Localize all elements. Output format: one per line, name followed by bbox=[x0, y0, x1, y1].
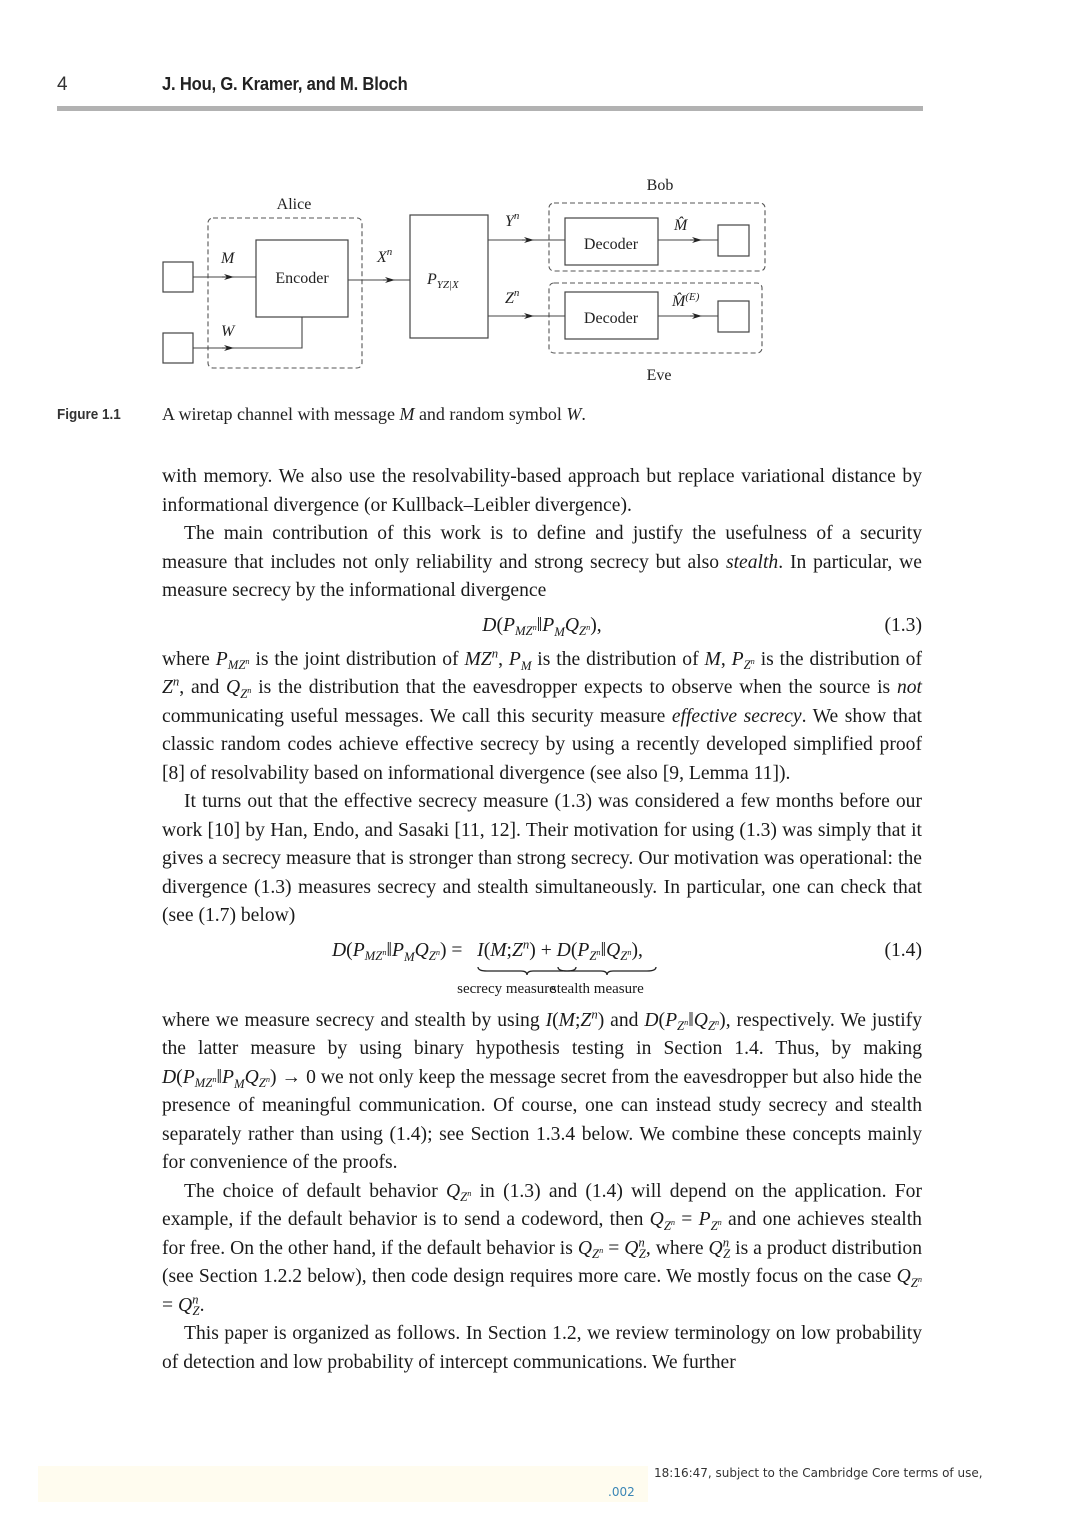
footer-terms-text: 18:16:47, subject to the Cambridge Core terms of use, bbox=[654, 1466, 983, 1480]
wiretap-channel-figure bbox=[150, 165, 790, 390]
equation-1-4-body: $D(P_{MZ^n}‖P_MQ_{Z^n})$ = $I(M;Z^n)$ secrecy measure + $D(P_{Z^n}‖Q_{Z^n})$ stealth measure , bbox=[332, 937, 643, 966]
text-span: where we measure secrecy and stealth by using bbox=[162, 1009, 546, 1031]
text-span: is the distribution of bbox=[754, 648, 923, 670]
stealth-term: $D(P_{Z^n}‖Q_{Z^n})$ stealth measure bbox=[557, 937, 638, 966]
message-source-box bbox=[163, 262, 193, 292]
channel-box bbox=[410, 215, 488, 338]
caption-var-w: W bbox=[566, 404, 582, 424]
running-head-authors: J. Hou, G. Kramer, and M. Bloch bbox=[162, 74, 408, 94]
eve-label: Eve bbox=[646, 367, 672, 384]
bob-dashed-box bbox=[549, 203, 765, 271]
codeword-x-label: $X^n$ bbox=[377, 246, 393, 266]
equation-number: (1.3) bbox=[884, 614, 922, 636]
text-span: , where bbox=[645, 1237, 709, 1259]
text-span: and bbox=[604, 1009, 645, 1031]
caption-part: and random symbol bbox=[414, 404, 567, 424]
paragraph-4: It turns out that the effective secrecy measure (1.3) was considered a few months before our work [10] by Han, Endo, and Sasaki [11, 12]. Their motivation for using (1.3) was simply that it gives a secrecy measure that is stronger than strong secrecy. Our motivation was operational: the divergence (1.3) measures secrecy and stealth simultaneously. In particular, one can check that (see (1.7) below) bbox=[162, 791, 922, 926]
text-span: and one achieves stealth for free. On the other hand, if the default behavior is bbox=[162, 1209, 922, 1259]
text-span: is the distribution of bbox=[531, 648, 705, 670]
bob-label: Bob bbox=[646, 177, 674, 194]
caption-part: . bbox=[581, 404, 586, 424]
text-span: , and bbox=[179, 677, 227, 698]
caption-var-m: M bbox=[399, 404, 415, 424]
text-span: in (1.3) and (1.4) will depend on the application. For example, if the default behavior is to send a codeword, then bbox=[162, 1180, 922, 1230]
text-span: where bbox=[162, 648, 216, 670]
text-span: . We show that classic random codes achieve effective secrecy by using a recently developed simplified proof [8] of resolvability based on informational divergence (see also [9, Lemma 11]). bbox=[162, 705, 922, 784]
paragraph-3: where $P_{MZ^n}$ is the joint distribution of $MZ^n$, $P_M$ is the distribution of M, $P_{Z^n}$ is the distribution of $Z^n$, and $Q_{Z^n}$ is the distribution that the eavesdropper expects to observe when the source is not communicating useful messages. We call this security measure effective secrecy. We show that classic random codes achieve effective secrecy by using a recently developed simplified proof [8] of resolvability based on informational divergence (see also [9, Lemma 11]). bbox=[162, 645, 923, 784]
bob-y-label: $Y^n$ bbox=[505, 210, 520, 230]
emphasis-stealth: stealth bbox=[725, 551, 779, 573]
encoder-label: Encoder bbox=[275, 270, 329, 287]
body-text bbox=[162, 463, 922, 1377]
equation-1-3 bbox=[162, 606, 922, 646]
text-span: , respectively. We justify the latter measure by using binary hypothesis testing in Section 1.4. Thus, by making bbox=[162, 1009, 922, 1059]
bob-sink-box bbox=[718, 225, 749, 256]
text-span: is a product distribution (see Section 1.2.2 below), then code design requires more care. We mostly focus on the case bbox=[162, 1237, 922, 1287]
paragraph-2 bbox=[162, 520, 922, 606]
equation-1-4 bbox=[162, 931, 922, 1007]
alice-label: Alice bbox=[276, 196, 312, 213]
footer-highlight-band bbox=[38, 1466, 648, 1502]
equation-1-3-body: $D(P_{MZ^n}‖P_MQ_{Z^n})$, bbox=[482, 614, 602, 639]
text-span: is the joint distribution of bbox=[249, 648, 465, 670]
eve-sink-box bbox=[718, 301, 749, 332]
text-span: The main contribution of this work is to define and justify the usefulness of a security measure that includes not only reliability and strong secrecy but also bbox=[162, 523, 922, 573]
text-span: → 0 we not only keep the message secret from the eavesdropper but also hide the presence of meaningful communication. Of course, one can instead study secrecy and stealth separately rather than using (1.4); see Section 1.3.4 below. We combine these concepts mainly for convenience of the proofs. bbox=[162, 1066, 922, 1173]
paragraph-5: where we measure secrecy and stealth by using $I(M;Z^n)$ and $D(P_{Z^n}‖Q_{Z^n})$, respectively. We justify the latter measure by using binary hypothesis testing in Section 1.4. Thus, by making $D(P_{MZ^n}‖P_MQ_{Z^n}) \to 0$ we not only keep the message secret from the eavesdropper but also hide the presence of meaningful communication. Of course, one can instead study secrecy and stealth separately rather than using (1.4); see Section 1.3.4 below. We combine these concepts mainly for convenience of the proofs. bbox=[162, 1006, 922, 1173]
random-source-box bbox=[163, 333, 193, 363]
text-span: , bbox=[720, 648, 732, 670]
figure-caption-text bbox=[162, 404, 586, 425]
text-span: communicating useful messages. We call this security measure bbox=[162, 705, 672, 727]
eve-decoder-label: Decoder bbox=[583, 310, 639, 327]
text-span: . bbox=[199, 1294, 205, 1316]
text-span: is the distribution that the eavesdropper expects to observe when the source is bbox=[251, 677, 897, 698]
paragraph-6: The choice of default behavior $Q_{Z^n}$ in (1.3) and (1.4) will depend on the application. For example, if the default behavior is to send a codeword, then $Q_{Z^n} = P_{Z^n}$ and one achieves stealth for free. On the other hand, if the default behavior is $Q_{Z^n} = Q^n_Z$, where $Q^n_Z$ is a product distribution (see Section 1.2.2 below), then code design requires more care. We mostly focus on the case $Q_{Z^n} = Q^n_Z$. bbox=[162, 1180, 922, 1319]
text-span: . In particular, we measure secrecy by the informational divergence bbox=[162, 551, 922, 601]
eve-estimate-label: M̂$^{(E)}$ bbox=[672, 291, 700, 310]
bob-estimate-label: M̂ bbox=[674, 217, 688, 234]
caption-part: A wiretap channel with message bbox=[162, 404, 400, 424]
stealth-measure-label: stealth measure bbox=[550, 980, 644, 997]
random-w-label: W bbox=[221, 323, 235, 340]
footer-doi-link[interactable]: .002 bbox=[608, 1485, 635, 1499]
text-span: The choice of default behavior bbox=[184, 1180, 446, 1202]
header-rule bbox=[57, 106, 923, 111]
eve-dashed-box bbox=[549, 283, 762, 353]
random-symbol-line bbox=[193, 317, 302, 348]
bob-decoder-label: Decoder bbox=[583, 236, 639, 253]
text-span: , bbox=[498, 648, 509, 670]
figure-label: Figure 1.1 bbox=[57, 406, 121, 423]
page-number: 4 bbox=[57, 74, 68, 95]
paragraph-1: with memory. We also use the resolvability-based approach but replace variational distance by informational divergence (or Kullback–Leibler divergence). bbox=[162, 466, 922, 516]
secrecy-measure-label: secrecy measure bbox=[457, 980, 556, 997]
emphasis-not: not bbox=[896, 677, 922, 698]
emphasis-effective-secrecy: effective secrecy bbox=[671, 705, 802, 727]
secrecy-term: $I(M;Z^n)$ secrecy measure bbox=[477, 937, 536, 966]
equation-number: (1.4) bbox=[884, 939, 922, 961]
message-m-label: M bbox=[221, 250, 235, 267]
channel-label: $P_{YZ|X}$ bbox=[427, 271, 459, 291]
eve-z-label: $Z^n$ bbox=[505, 287, 520, 307]
running-head bbox=[57, 74, 923, 98]
paragraph-7: This paper is organized as follows. In Section 1.2, we review terminology on low probability of detection and low probability of intercept communications. We further bbox=[162, 1323, 922, 1373]
